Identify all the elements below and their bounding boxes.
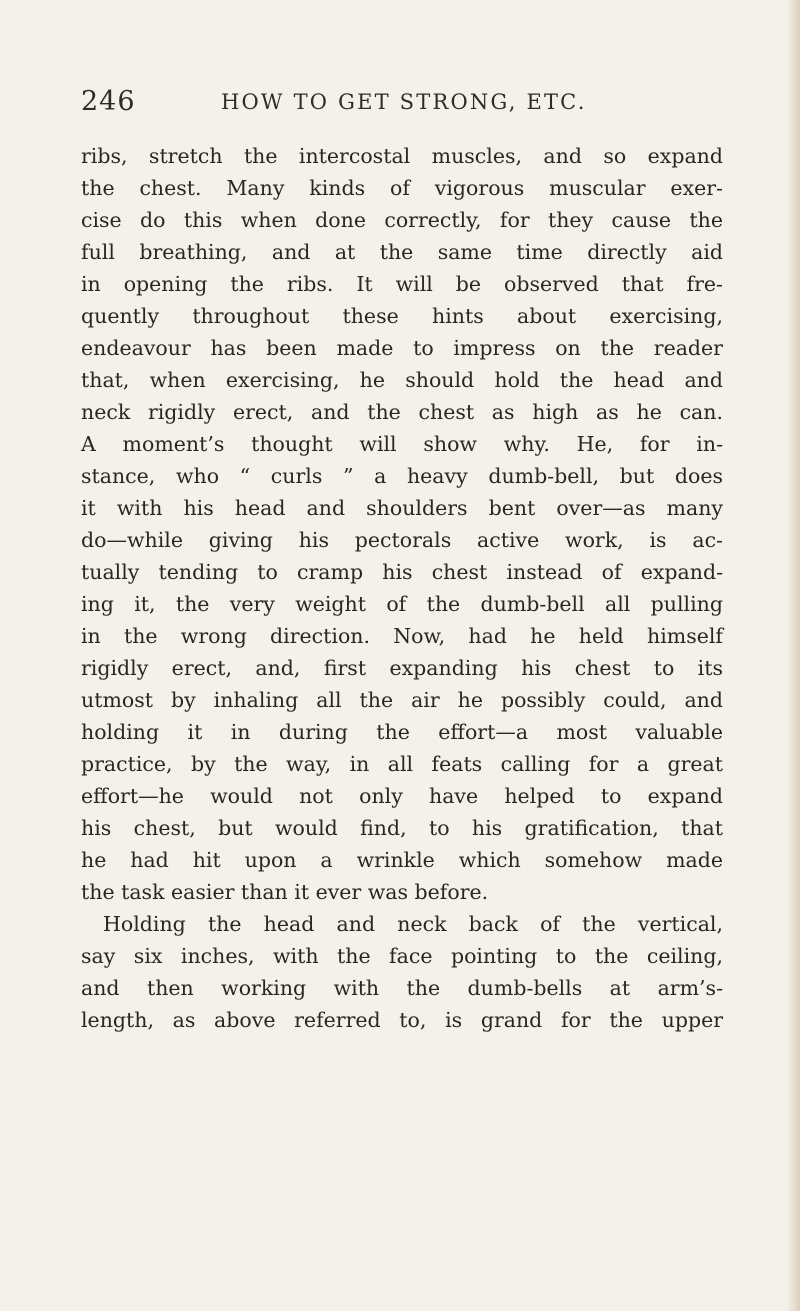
text-line: ing it, the very weight of the dumb-bell all pulling [81,592,723,616]
paragraph-first-line: Holding the head and neck back of the vertical, [103,912,723,936]
text-line: the chest. Many kinds of vigorous muscular exer- [81,176,723,200]
text-line: cise do this when done correctly, for they cause the [81,208,723,232]
page-edge-shadow [786,0,800,1311]
text-line: he had hit upon a wrinkle which somehow made [81,848,723,872]
text-line: A moment’s thought will show why. He, for in- [81,432,723,456]
text-line: tually tending to cramp his chest instead of expand- [81,560,723,584]
text-line: practice, by the way, in all feats calling for a great [81,752,723,776]
running-head [81,86,723,126]
text-line: the task easier than it ever was before. [81,880,489,904]
page-number: 246 [81,86,136,117]
text-line: effort—he would not only have helped to expand [81,784,723,808]
text-line: holding it in during the effort—a most valuable [81,720,723,744]
text-line: neck rigidly erect, and the chest as high as he can. [81,400,723,424]
text-line: utmost by inhaling all the air he possibly could, and [81,688,723,712]
text-line: in the wrong direction. Now, had he held himself [81,624,723,648]
text-line: his chest, but would find, to his gratification, that [81,816,723,840]
text-line: and then working with the dumb-bells at arm’s- [81,976,723,1000]
text-line: in opening the ribs. It will be observed that fre- [81,272,723,296]
body-text [81,140,723,1036]
text-line: do—while giving his pectorals active work, is ac- [81,528,723,552]
text-line: say six inches, with the face pointing to the ceiling, [81,944,723,968]
text-line: endeavour has been made to impress on the reader [81,336,723,360]
text-line: ribs, stretch the intercostal muscles, and so expand [81,144,723,168]
running-title: HOW TO GET STRONG, ETC. [221,90,587,114]
text-line: that, when exercising, he should hold the head and [81,368,723,392]
text-line: rigidly erect, and, first expanding his chest to its [81,656,723,680]
text-line: quently throughout these hints about exercising, [81,304,723,328]
text-line: stance, who “ curls ” a heavy dumb-bell, but does [81,464,723,488]
text-line: length, as above referred to, is grand for the upper [81,1008,723,1032]
text-line: full breathing, and at the same time directly aid [81,240,723,264]
text-line: it with his head and shoulders bent over—as many [81,496,723,520]
